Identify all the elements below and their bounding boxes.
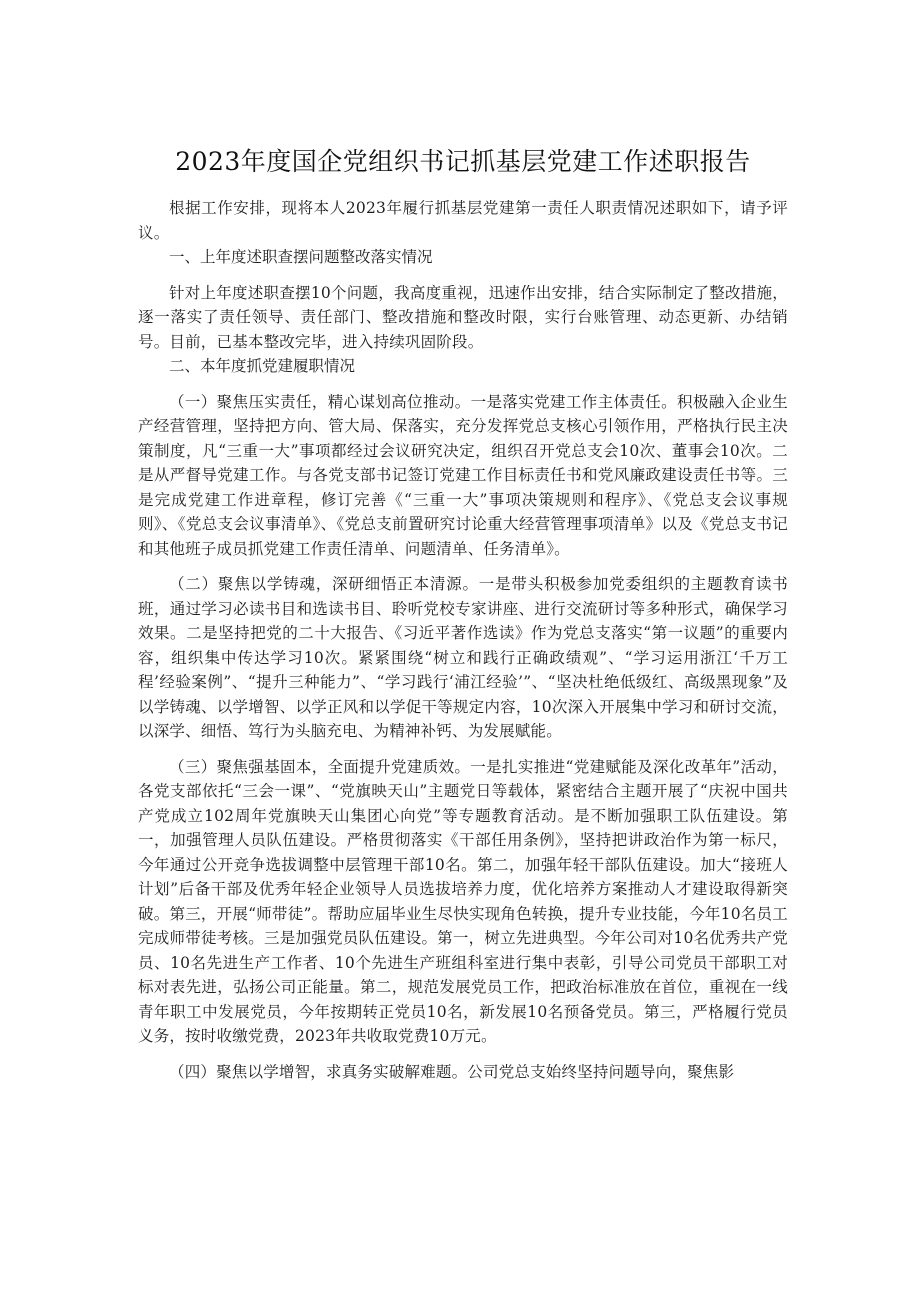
document-body bbox=[138, 196, 788, 1084]
item-paragraph-2: （二）聚焦以学铸魂，深研细悟正本清源。一是带头积极参加党委组织的主题教育读书班，通过学习必读书目和选读书目、聆听党校专家讲座、进行交流研讨等多种形式，确保学习效果。二是坚持把党的二十大报告、《习近平著作选读》作为党总支落实“第一议题”的重要内容，组织集中传达学习10次。紧紧围绕“树立和践行正确政绩观”、“学习运用浙江‘千万工程’经验案例”、“提升三种能力”、“学习践行‘浦江经验’”、“坚决杜绝低级红、高级黑现象”及以学铸魂、以学增智、以学正风和以学促干等规定内容，10次深入开展集中学习和研讨交流，以深学、细悟、笃行为头脑充电、为精神补钙、为发展赋能。 bbox=[138, 575, 788, 740]
intro-paragraph: 根据工作安排，现将本人2023年履行抓基层党建第一责任人职责情况述职如下，请予评议。 bbox=[138, 199, 788, 242]
section-heading-2: 二、本年度抓党建履职情况 bbox=[169, 357, 356, 375]
item-paragraph-3: （三）聚焦强基固本，全面提升党建质效。一是扎实推进“党建赋能及深化改革年”活动，各党支部依托“三会一课”、“党旗映天山”主题党日等载体，紧密结合主题开展了“庆祝中国共产党成立102周年党旗映天山集团心向党”等专题教育活动。是不断加强职工队伍建设。第一，加强管理人员队伍建设。严格贯彻落实《干部任用条例》，坚持把讲政治作为第一标尺，今年通过公开竞争选拔调整中层管理干部10名。第二，加强年轻干部队伍建设。加大“接班人计划”后备干部及优秀年轻企业领导人员选拔培养力度，优化培养方案推动人才建设取得新突破。第三，开展“师带徒”。帮助应届毕业生尽快实现角色转换，提升专业技能，今年10名员工完成师带徒考核。三是加强党员队伍建设。第一，树立先进典型。今年公司对10名优秀共产党员、10名先进生产工作者、10个先进生产班组科室进行集中表彰，引导公司党员干部职工对标对表先进，弘扬公司正能量。第二，规范发展党员工作，把政治标准放在首位，重视在一线青年职工中发展党员，今年按期转正党员10名，新发展10名预备党员。第三，严格履行党员义务，按时收缴党费，2023年共收取党费10万元。 bbox=[138, 757, 788, 1045]
item-paragraph-1: （一）聚焦压实责任，精心谋划高位推动。一是落实党建工作主体责任。积极融入企业生产经营管理，坚持把方向、管大局、保落实，充分发挥党总支核心引领作用，严格执行民主决策制度，凡“三重一大”事项都经过会议研究决定，组织召开党总支会10次、董事会10次。二是从严督导党建工作。与各党支部书记签订党建工作目标责任书和党风廉政建设责任书等。三是完成党建工作进章程，修订完善《“三重一大”事项决策规则和程序》、《党总支会议事规则》、《党总支会议事清单》、《党总支前置研究讨论重大经营管理事项清单》以及《党总支书记和其他班子成员抓党建工作责任清单、问题清单、任务清单》。 bbox=[138, 392, 788, 558]
section-heading-1: 一、上年度述职查摆问题整改落实情况 bbox=[169, 248, 433, 266]
document-title: 2023年度国企党组织书记抓基层党建工作述职报告 bbox=[175, 147, 751, 176]
item-paragraph-4: （四）聚焦以学增智，求真务实破解难题。公司党总支始终坚持问题导向，聚焦影 bbox=[169, 1062, 735, 1081]
section1-paragraph: 针对上年度述职查摆10个问题，我高度重视，迅速作出安排，结合实际制定了整改措施，逐一落实了责任领导、责任部门、整改措施和整改时限，实行台账管理、动态更新、办结销号。目前，已基本整改完毕，进入持续巩固阶段。 bbox=[138, 283, 788, 351]
